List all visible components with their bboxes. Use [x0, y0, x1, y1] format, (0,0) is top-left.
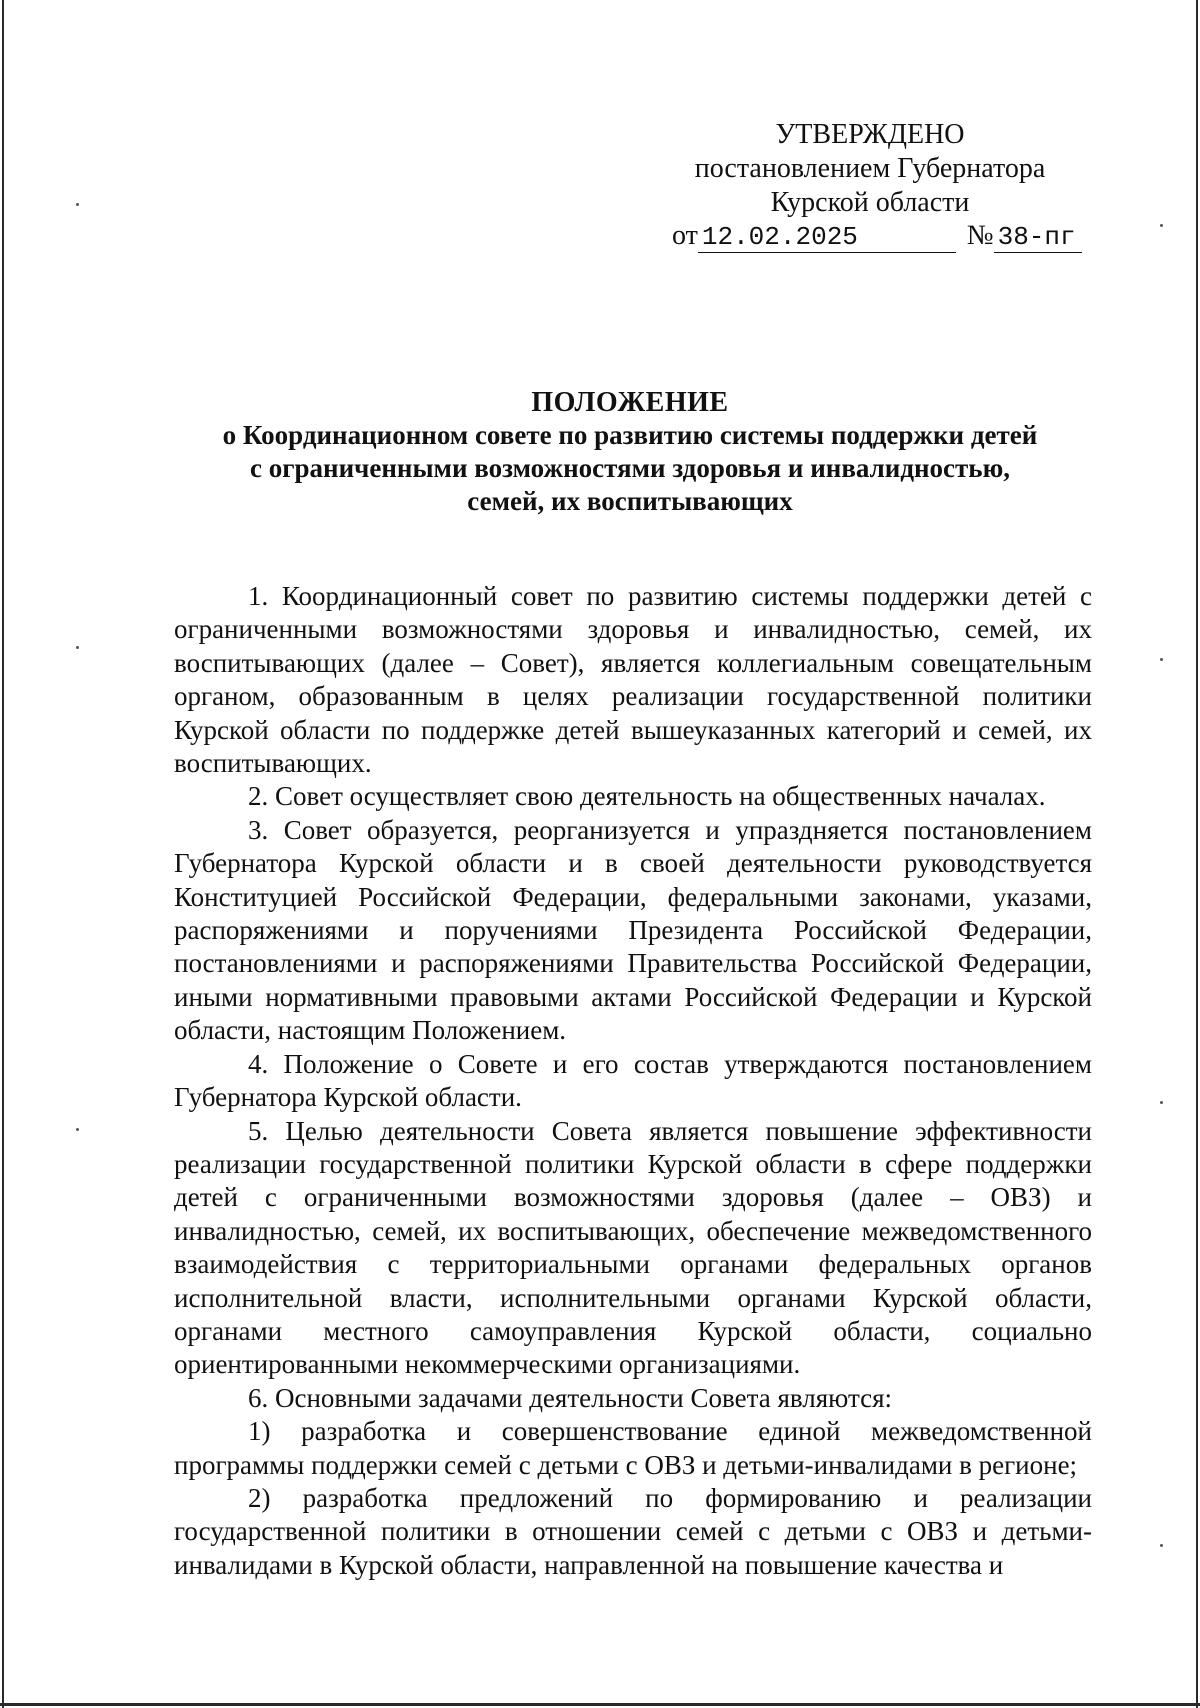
scan-speck	[76, 646, 79, 649]
approval-line-1: постановлением Губернатора	[694, 153, 1046, 184]
paragraph-2: 2. Совет осуществляет свою деятельность на общественных началах.	[248, 781, 1046, 812]
scan-speck	[1160, 224, 1163, 227]
approved-heading: УТВЕРЖДЕНО	[775, 119, 965, 150]
approval-number: 38-пг	[994, 222, 1082, 253]
scan-speck	[76, 1128, 79, 1131]
document-body	[174, 580, 1092, 1582]
scan-border-right	[1196, 0, 1198, 1708]
paragraph-1: 1. Координационный совет по развитию системы поддержки детей с ограниченными возможностями здоровья и инвалидностью, семей, их воспитывающих (далее – Совет), является коллегиальным совещательным органом, образованным в целях реализации государственной политики Курской области по поддержке детей вышеуказанных категорий и семей, их воспитывающих.	[174, 581, 1092, 779]
approval-date-row	[672, 220, 1082, 253]
paragraph-3: 3. Совет образуется, реорганизуется и упраздняется постановлением Губернатора Курской области и в своей деятельности руководствуется Конституцией Российской Федерации, федеральными законами, указами, распоряжениями и поручениями Президента Российской Федерации, постановлениями и распоряжениями Правительства Российской Федерации, иными нормативными правовыми актами Российской Федерации и Курской области, настоящим Положением.	[174, 814, 1092, 1046]
scan-border-bottom	[0, 1703, 1200, 1706]
document-subtitle-line-1: о Координационном совете по развитию системы поддержки детей	[222, 420, 1038, 450]
paragraph-6: 6. Основными задачами деятельности Совета являются:	[248, 1382, 893, 1413]
approval-date: 12.02.2025	[698, 222, 956, 253]
paragraph-5: 5. Целью деятельности Совета является повышение эффективности реализации государственной политики Курской области в сфере поддержки детей с ограниченными возможностями здоровья (далее – ОВЗ) и инвалидностью, семей, их воспитывающих, обеспечение межведомственного взаимодействия с территориальными органами федеральных органов исполнительной власти, исполнительными органами Курской области, органами местного самоуправления Курской области, социально ориентированными некоммерческими организациями.	[174, 1115, 1092, 1380]
paragraph-6-item-2: 2) разработка предложений по формированию и реализации государственной политики в отношении семей с детьми с ОВЗ и детьми-инвалидами в Курской области, направленной на повышение качества и	[174, 1482, 1092, 1580]
scan-speck	[1160, 658, 1163, 661]
paragraph-4: 4. Положение о Совете и его состав утверждаются постановлением Губернатора Курской области.	[174, 1048, 1092, 1113]
date-prefix: от	[672, 220, 698, 251]
scan-speck	[1160, 1544, 1163, 1547]
approval-stamp-block	[660, 118, 1080, 220]
paragraph-6-item-1: 1) разработка и совершенствование единой межведомственной программы поддержки семей с детьми с ОВЗ и детьми-инвалидами в регионе;	[174, 1416, 1092, 1480]
scan-speck	[1160, 1101, 1163, 1104]
scan-border-left	[2, 0, 4, 1708]
number-prefix: №	[966, 220, 994, 251]
document-subtitle-line-3: семей, их воспитывающих	[467, 486, 793, 516]
document-subtitle-line-2: с ограниченными возможностями здоровья и инвалидностью,	[250, 453, 1010, 483]
document-title: ПОЛОЖЕНИЕ	[531, 387, 729, 418]
document-title-block	[170, 386, 1090, 518]
approval-line-2: Курской области	[770, 187, 970, 218]
scan-speck	[76, 203, 79, 206]
